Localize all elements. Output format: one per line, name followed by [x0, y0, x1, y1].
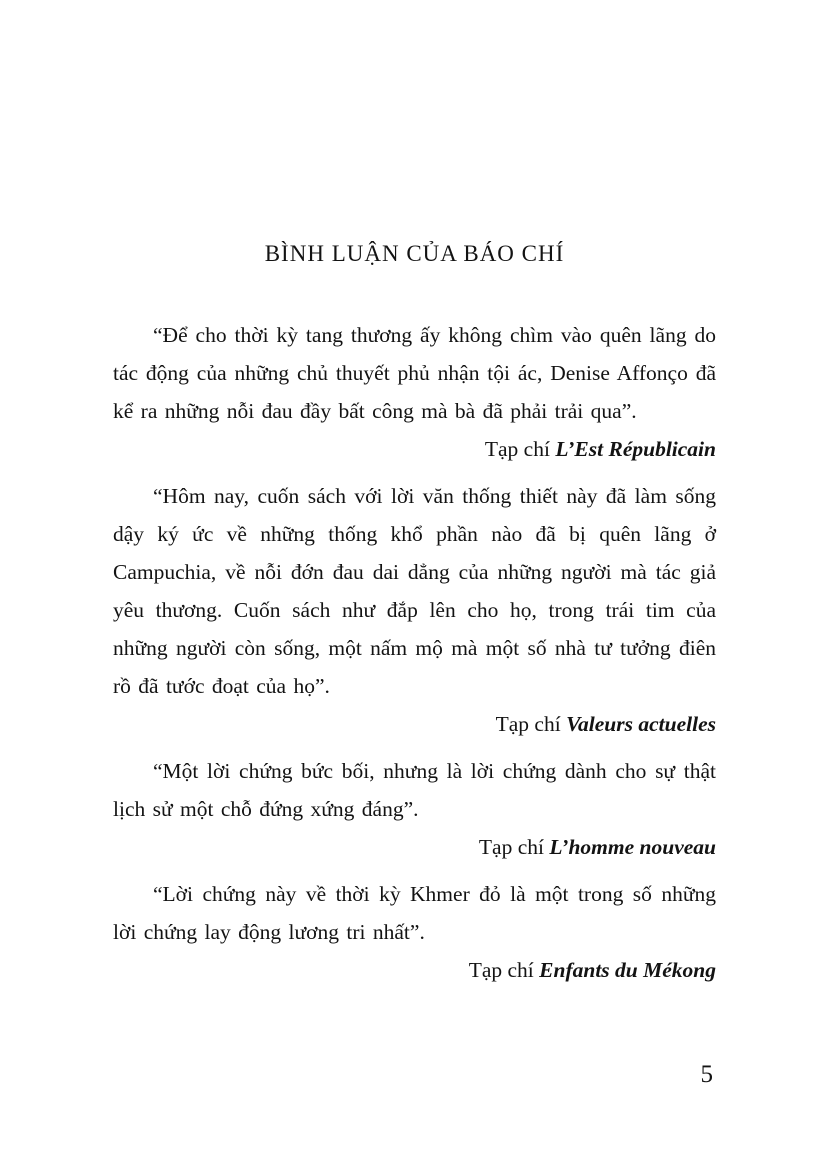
- review-attribution-4: [113, 951, 716, 989]
- journal-name-3: L’homme nouveau: [549, 835, 716, 859]
- review-attribution-2: [113, 705, 716, 743]
- review-attribution-1: [113, 430, 716, 468]
- journal-name-2: Valeurs actuelles: [566, 712, 716, 736]
- review-quote-2: “Hôm nay, cuốn sách với lời văn thống thiết này đã làm sống dậy ký ức về những thống khổ phần nào đã bị quên lãng ở Campuchia, về nỗi đớn đau dai dẳng của những người mà tác giả yêu thương. Cuốn sách như đắp lên cho họ, trong trái tim của những người còn sống, một nấm mộ mà một số nhà tư tưởng điên rồ đã tước đoạt của họ”.: [113, 484, 716, 698]
- attribution-prefix-1: Tạp chí: [484, 437, 550, 461]
- review-quote-4: “Lời chứng này về thời kỳ Khmer đỏ là một trong số những lời chứng lay động lương tri nhất”.: [113, 882, 716, 944]
- attribution-prefix-2: Tạp chí: [495, 712, 561, 736]
- review-quote-3: “Một lời chứng bức bối, nhưng là lời chứng dành cho sự thật lịch sử một chỗ đứng xứng đáng”.: [113, 759, 716, 821]
- journal-name-1: L’Est Républicain: [555, 437, 716, 461]
- page-number: 5: [700, 1061, 713, 1088]
- review-attribution-3: [113, 828, 716, 866]
- review-quote-1: “Để cho thời kỳ tang thương ấy không chìm vào quên lãng do tác động của những chủ thuyết phủ nhận tội ác, Denise Affonço đã kể ra những nỗi đau đầy bất công mà bà đã phải trải qua”.: [113, 323, 716, 423]
- journal-name-4: Enfants du Mékong: [539, 958, 716, 982]
- page-title: BÌNH LUẬN CỦA BÁO CHÍ: [264, 241, 565, 266]
- page-content: [113, 240, 716, 998]
- attribution-prefix-3: Tạp chí: [478, 835, 544, 859]
- attribution-prefix-4: Tạp chí: [468, 958, 534, 982]
